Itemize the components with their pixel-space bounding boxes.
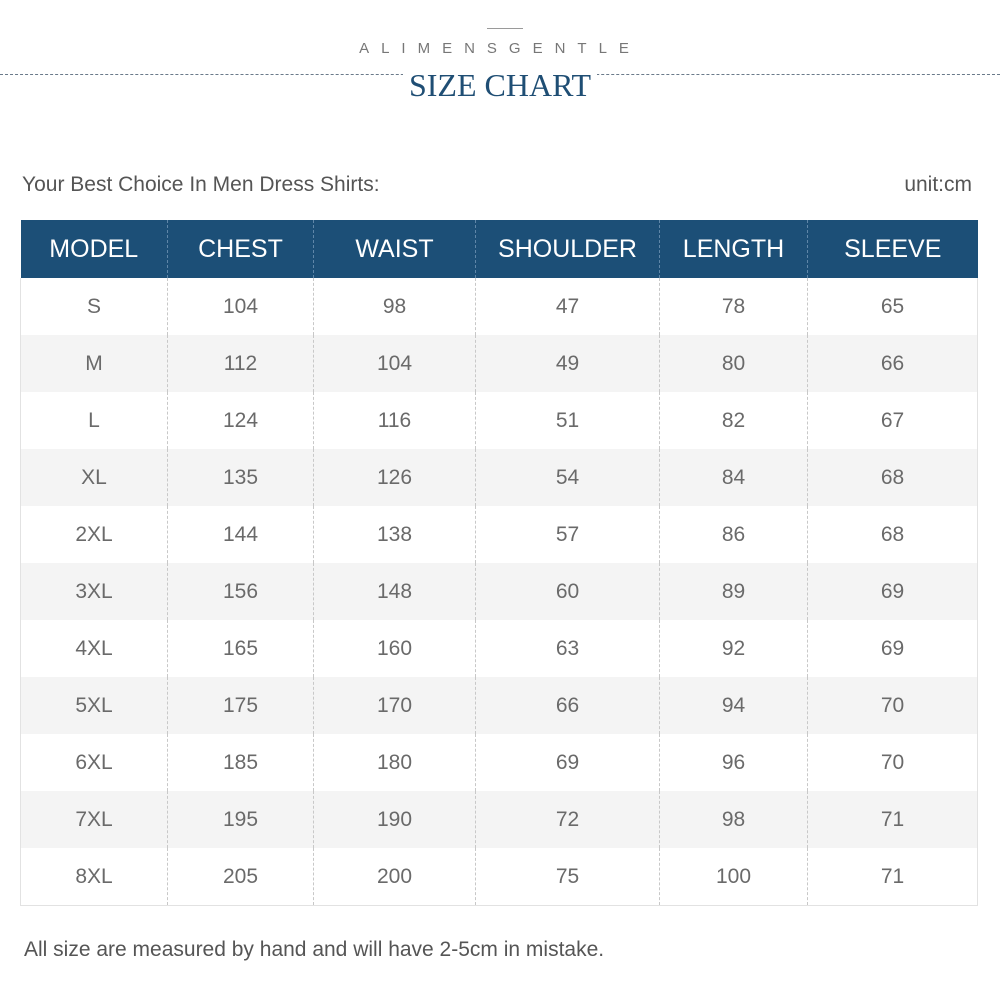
cell-waist: 148 — [314, 563, 476, 620]
unit-label: unit:cm — [904, 173, 972, 196]
cell-model: 6XL — [21, 734, 168, 791]
cell-waist: 180 — [314, 734, 476, 791]
cell-sleeve: 71 — [808, 848, 978, 906]
cell-model: L — [21, 392, 168, 449]
page-title-text: SIZE CHART — [403, 67, 597, 103]
table-row — [21, 791, 978, 848]
column-header-chest: CHEST — [168, 220, 314, 278]
cell-chest: 185 — [168, 734, 314, 791]
cell-sleeve: 68 — [808, 506, 978, 563]
cell-waist: 138 — [314, 506, 476, 563]
cell-model: 4XL — [21, 620, 168, 677]
cell-length: 78 — [660, 278, 808, 335]
table-row — [21, 734, 978, 791]
size-table — [20, 220, 978, 906]
cell-length: 96 — [660, 734, 808, 791]
cell-chest: 195 — [168, 791, 314, 848]
cell-length: 84 — [660, 449, 808, 506]
table-row — [21, 848, 978, 906]
table-row — [21, 392, 978, 449]
cell-waist: 170 — [314, 677, 476, 734]
column-header-waist: WAIST — [314, 220, 476, 278]
cell-chest: 144 — [168, 506, 314, 563]
cell-chest: 165 — [168, 620, 314, 677]
cell-chest: 104 — [168, 278, 314, 335]
table-row — [21, 449, 978, 506]
cell-waist: 200 — [314, 848, 476, 906]
table-header-row — [21, 220, 978, 278]
cell-waist: 104 — [314, 335, 476, 392]
page-title — [0, 66, 1000, 104]
cell-chest: 112 — [168, 335, 314, 392]
table-row — [21, 506, 978, 563]
cell-sleeve: 70 — [808, 677, 978, 734]
cell-waist: 126 — [314, 449, 476, 506]
cell-model: 5XL — [21, 677, 168, 734]
column-header-length: LENGTH — [660, 220, 808, 278]
column-header-shoulder: SHOULDER — [476, 220, 660, 278]
table-row — [21, 620, 978, 677]
table-row — [21, 677, 978, 734]
table-row — [21, 335, 978, 392]
cell-model: 8XL — [21, 848, 168, 906]
column-header-sleeve: SLEEVE — [808, 220, 978, 278]
cell-length: 94 — [660, 677, 808, 734]
table-row — [21, 278, 978, 335]
cell-model: S — [21, 278, 168, 335]
cell-model: XL — [21, 449, 168, 506]
top-decorative-rule — [487, 28, 523, 29]
cell-chest: 156 — [168, 563, 314, 620]
cell-model: 7XL — [21, 791, 168, 848]
cell-shoulder: 47 — [476, 278, 660, 335]
table-body — [21, 278, 978, 906]
column-header-model: MODEL — [21, 220, 168, 278]
cell-shoulder: 54 — [476, 449, 660, 506]
cell-chest: 175 — [168, 677, 314, 734]
cell-chest: 124 — [168, 392, 314, 449]
table-row — [21, 563, 978, 620]
brand-name: ALIMENSGENTLE — [359, 40, 641, 57]
cell-shoulder: 51 — [476, 392, 660, 449]
cell-model: 3XL — [21, 563, 168, 620]
cell-sleeve: 69 — [808, 620, 978, 677]
cell-waist: 160 — [314, 620, 476, 677]
cell-waist: 98 — [314, 278, 476, 335]
cell-length: 80 — [660, 335, 808, 392]
cell-sleeve: 67 — [808, 392, 978, 449]
cell-shoulder: 57 — [476, 506, 660, 563]
cell-chest: 205 — [168, 848, 314, 906]
cell-model: 2XL — [21, 506, 168, 563]
cell-sleeve: 70 — [808, 734, 978, 791]
cell-sleeve: 66 — [808, 335, 978, 392]
cell-shoulder: 69 — [476, 734, 660, 791]
cell-length: 92 — [660, 620, 808, 677]
cell-length: 89 — [660, 563, 808, 620]
cell-sleeve: 68 — [808, 449, 978, 506]
size-table-container — [20, 220, 977, 906]
cell-shoulder: 63 — [476, 620, 660, 677]
cell-sleeve: 69 — [808, 563, 978, 620]
cell-model: M — [21, 335, 168, 392]
cell-shoulder: 49 — [476, 335, 660, 392]
cell-shoulder: 72 — [476, 791, 660, 848]
cell-waist: 116 — [314, 392, 476, 449]
cell-waist: 190 — [314, 791, 476, 848]
cell-shoulder: 66 — [476, 677, 660, 734]
cell-length: 86 — [660, 506, 808, 563]
cell-shoulder: 60 — [476, 563, 660, 620]
cell-shoulder: 75 — [476, 848, 660, 906]
cell-length: 100 — [660, 848, 808, 906]
cell-chest: 135 — [168, 449, 314, 506]
cell-sleeve: 65 — [808, 278, 978, 335]
intro-text: Your Best Choice In Men Dress Shirts: — [22, 173, 380, 196]
cell-length: 98 — [660, 791, 808, 848]
cell-length: 82 — [660, 392, 808, 449]
measurement-note: All size are measured by hand and will have 2-5cm in mistake. — [24, 938, 605, 961]
cell-sleeve: 71 — [808, 791, 978, 848]
